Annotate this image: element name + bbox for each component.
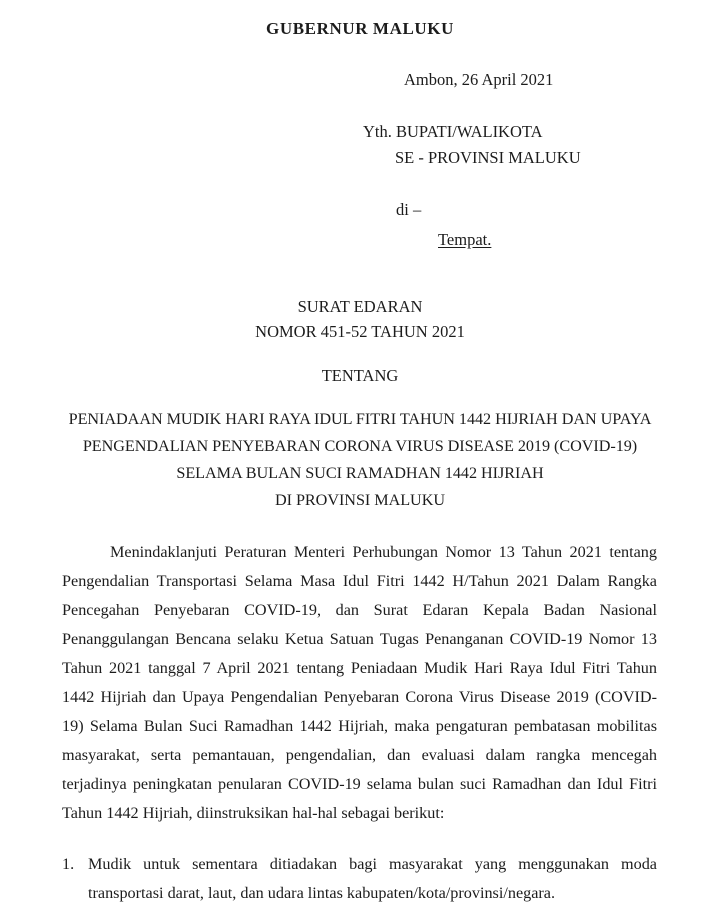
list-item-marker: 1. xyxy=(62,854,75,873)
document-type: SURAT EDARAN xyxy=(297,296,423,316)
body-paragraph-container xyxy=(62,538,657,828)
body-paragraph: Menindaklanjuti Peraturan Menteri Perhubungan Nomor 13 Tahun 2021 tentang Pengendalian Transportasi Selama Masa Idul Fitri 1442 H/Tahun 2021 Dalam Rangka Pencegahan Penyebaran COVID-19, dan Surat Edaran Kepala Badan Nasional Penanggulangan Bencana selaku Ketua Satuan Tugas Penanganan COVID-19 Nomor 13 Tahun 2021 tanggal 7 April 2021 tentang Peniadaan Mudik Hari Raya Idul Fitri Tahun 1442 Hijriah dan Upaya Pengendalian Penyebaran Corona Virus Disease 2019 (COVID-19) Selama Bulan Suci Ramadhan 1442 Hijriah, maka pengaturan pembatasan mobilitas masyarakat, serta pemantauan, pengendalian, dan evaluasi dalam rangka mencegah terjadinya peningkatan penularan COVID-19 selama bulan suci Ramadhan dan Idul Fitri Tahun 1442 Hijriah, diinstruksikan hal-hal sebagai berikut: xyxy=(62,542,657,822)
title-block xyxy=(0,294,720,514)
subject-line-1: PENIADAAN MUDIK HARI RAYA IDUL FITRI TAHUN 1442 HIJRIAH DAN UPAYA xyxy=(68,410,652,429)
subject-line-3: SELAMA BULAN SUCI RAMADHAN 1442 HIJRIAH xyxy=(176,464,544,483)
list-item xyxy=(62,850,657,908)
addressee-block xyxy=(0,69,720,251)
addressee-line-1: Yth. BUPATI/WALIKOTA xyxy=(363,121,543,141)
subject-line-2: PENGENDALIAN PENYEBARAN CORONA VIRUS DISEASE 2019 (COVID-19) xyxy=(82,437,638,456)
subject-title xyxy=(0,406,720,514)
list-item-text: Mudik untuk sementara ditiadakan bagi masyarakat yang menggunakan moda transportasi darat, laut, dan udara lintas kabupaten/kota/provinsi/negara. xyxy=(88,854,657,902)
addressee-place xyxy=(438,229,720,251)
place-and-date: Ambon, 26 April 2021 xyxy=(404,70,554,90)
document-number: NOMOR 451-52 TAHUN 2021 xyxy=(255,322,465,342)
document-header-title: GUBERNUR MALUKU xyxy=(266,19,454,38)
numbered-list xyxy=(62,850,657,908)
addressee-at-label: di – xyxy=(396,200,422,220)
about-label: TENTANG xyxy=(321,365,399,385)
title-spacer xyxy=(0,345,720,363)
addressee-place-text: Tempat. xyxy=(438,230,492,250)
addressee-line-2: SE - PROVINSI MALUKU xyxy=(395,147,581,167)
subject-line-4: DI PROVINSI MALUKU xyxy=(275,491,445,510)
